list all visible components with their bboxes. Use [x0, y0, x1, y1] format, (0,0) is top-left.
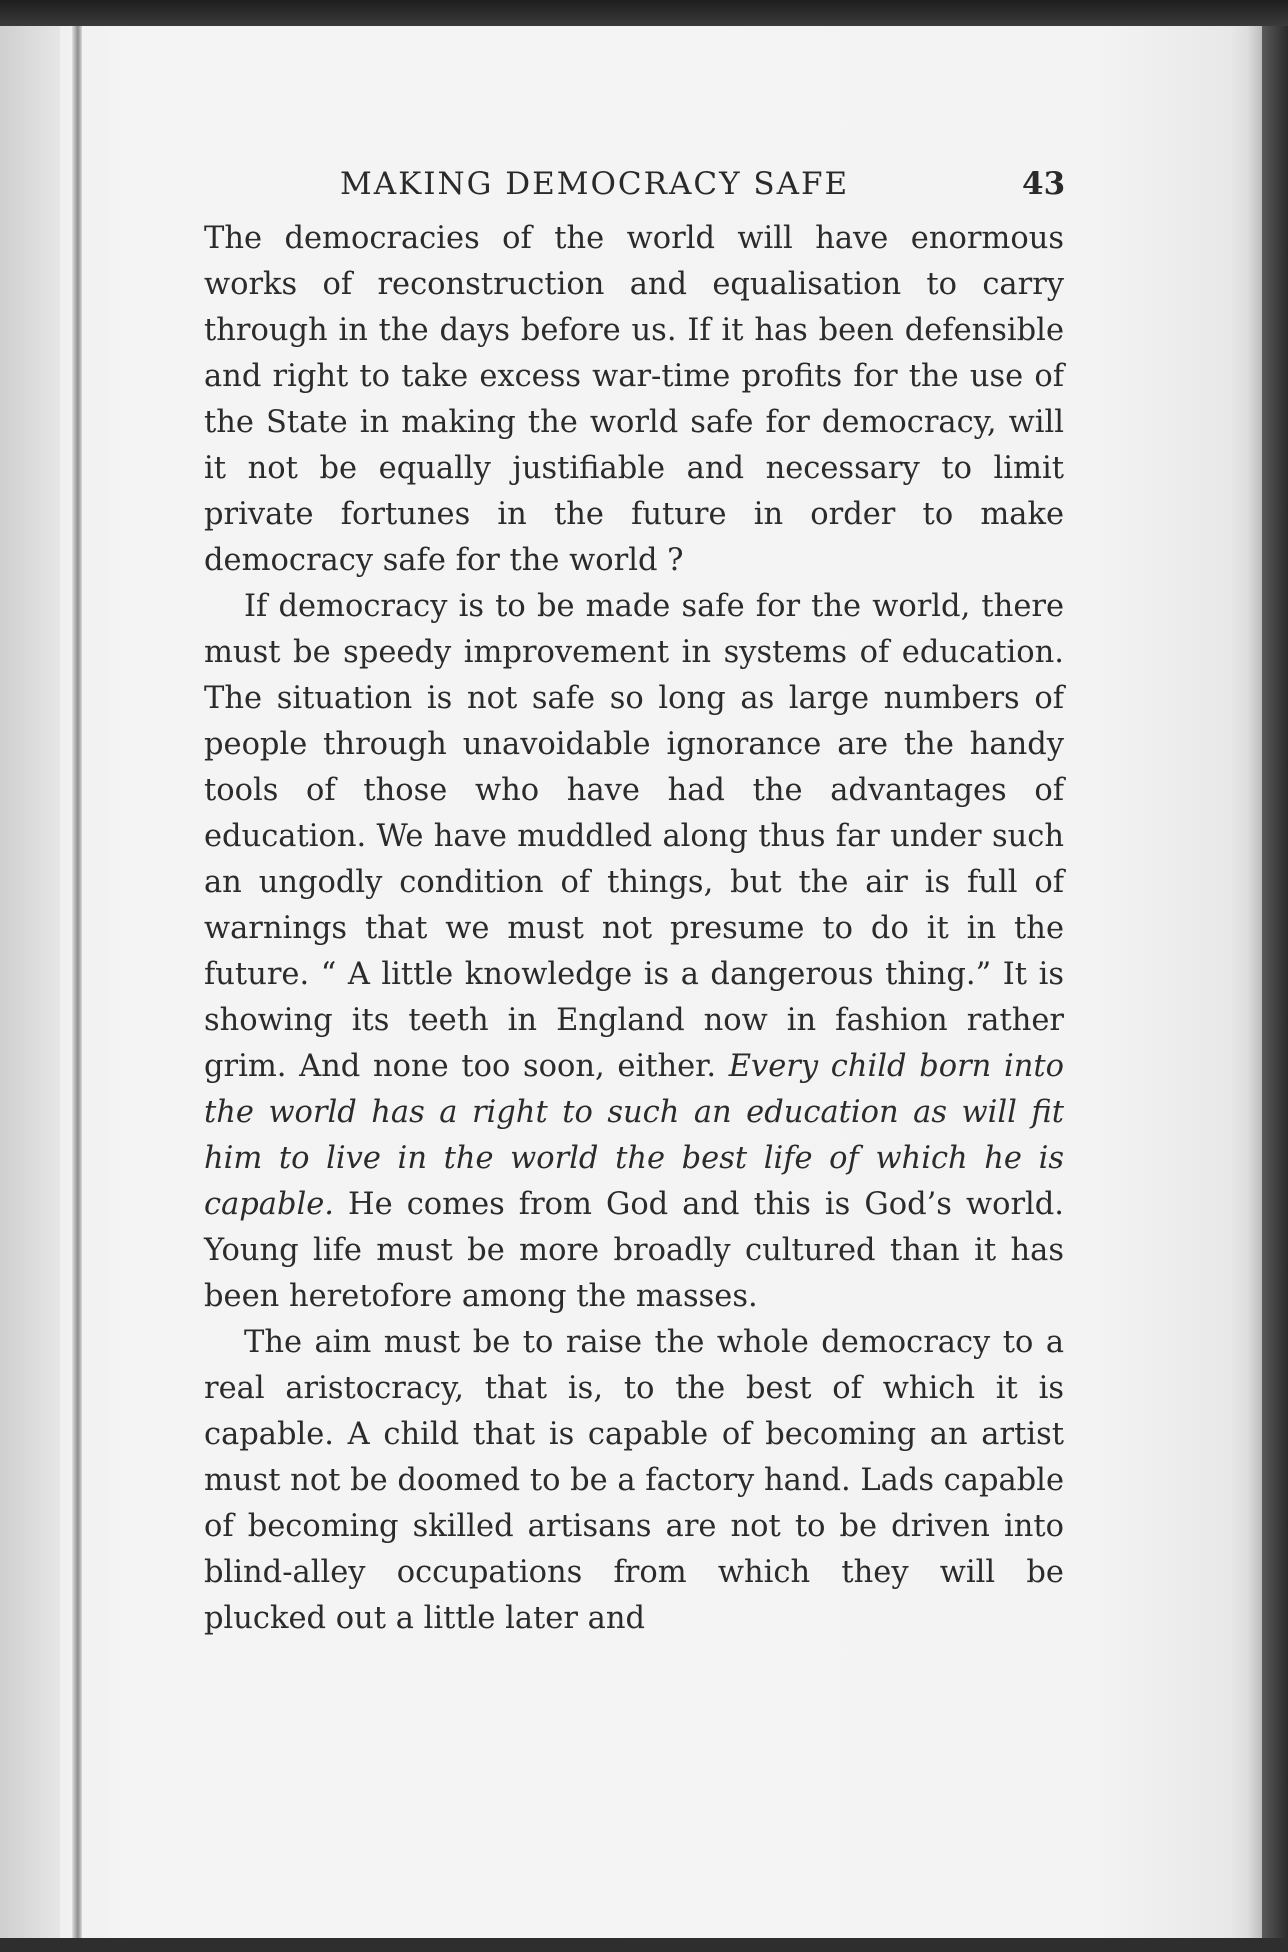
scan-border-bottom [0, 1938, 1288, 1952]
page-gutter [0, 26, 60, 1938]
paragraph-1: The democracies of the world will have enormous works of reconstruction and equalisation to carry through in the days before us. If it has been defensible and right to take excess war-time profits for the use of the State in making the world safe for democracy, will it not be equally justifiable and necessary to limit private fortunes in the future in order to make democracy safe for the world ? [204, 221, 1064, 578]
binding-shadow [72, 26, 82, 1938]
page-number: 43 [1022, 166, 1066, 202]
paragraph-2-text-end: He comes from God and this is God’s world. Young life must be more broadly cultured than it has been heretofore among the masses. [204, 1187, 1064, 1314]
paragraph-2-italic: Every child born into the world has a right to such an education as will fit him to live in the world the best life of which he is capable. [204, 1049, 1065, 1222]
body-text [204, 216, 1064, 1642]
scan-border-top [0, 0, 1288, 26]
running-header [340, 166, 1066, 206]
paragraph-2 [204, 584, 1064, 1320]
paragraph-3: The aim must be to raise the whole democracy to a real aristocracy, that is, to the best of which it is capable. A child that is capable of becoming an artist must not be doomed to be a factory hand. Lads capable of becoming skilled artisans are not to be driven into blind-alley occupations from which they will be plucked out a little later and [204, 1325, 1064, 1636]
page-edge [1248, 26, 1262, 1938]
running-title: MAKING DEMOCRACY SAFE [340, 166, 850, 202]
paragraph-2-text: If democracy is to be made safe for the world, there must be speedy improvement in systems of education. The situation is not safe so long as large numbers of people through unavoidable ignorance are the handy tools of those who have had the advantages of education. We have muddled along thus far under such an ungodly condition of things, but the air is full of warnings that we must not presume to do it in the future. “ A little knowledge is a dangerous thing.” It is showing its teeth in England now in fashion rather grim. And none too soon, either. [204, 589, 1064, 1084]
scan-border-right [1262, 26, 1288, 1952]
